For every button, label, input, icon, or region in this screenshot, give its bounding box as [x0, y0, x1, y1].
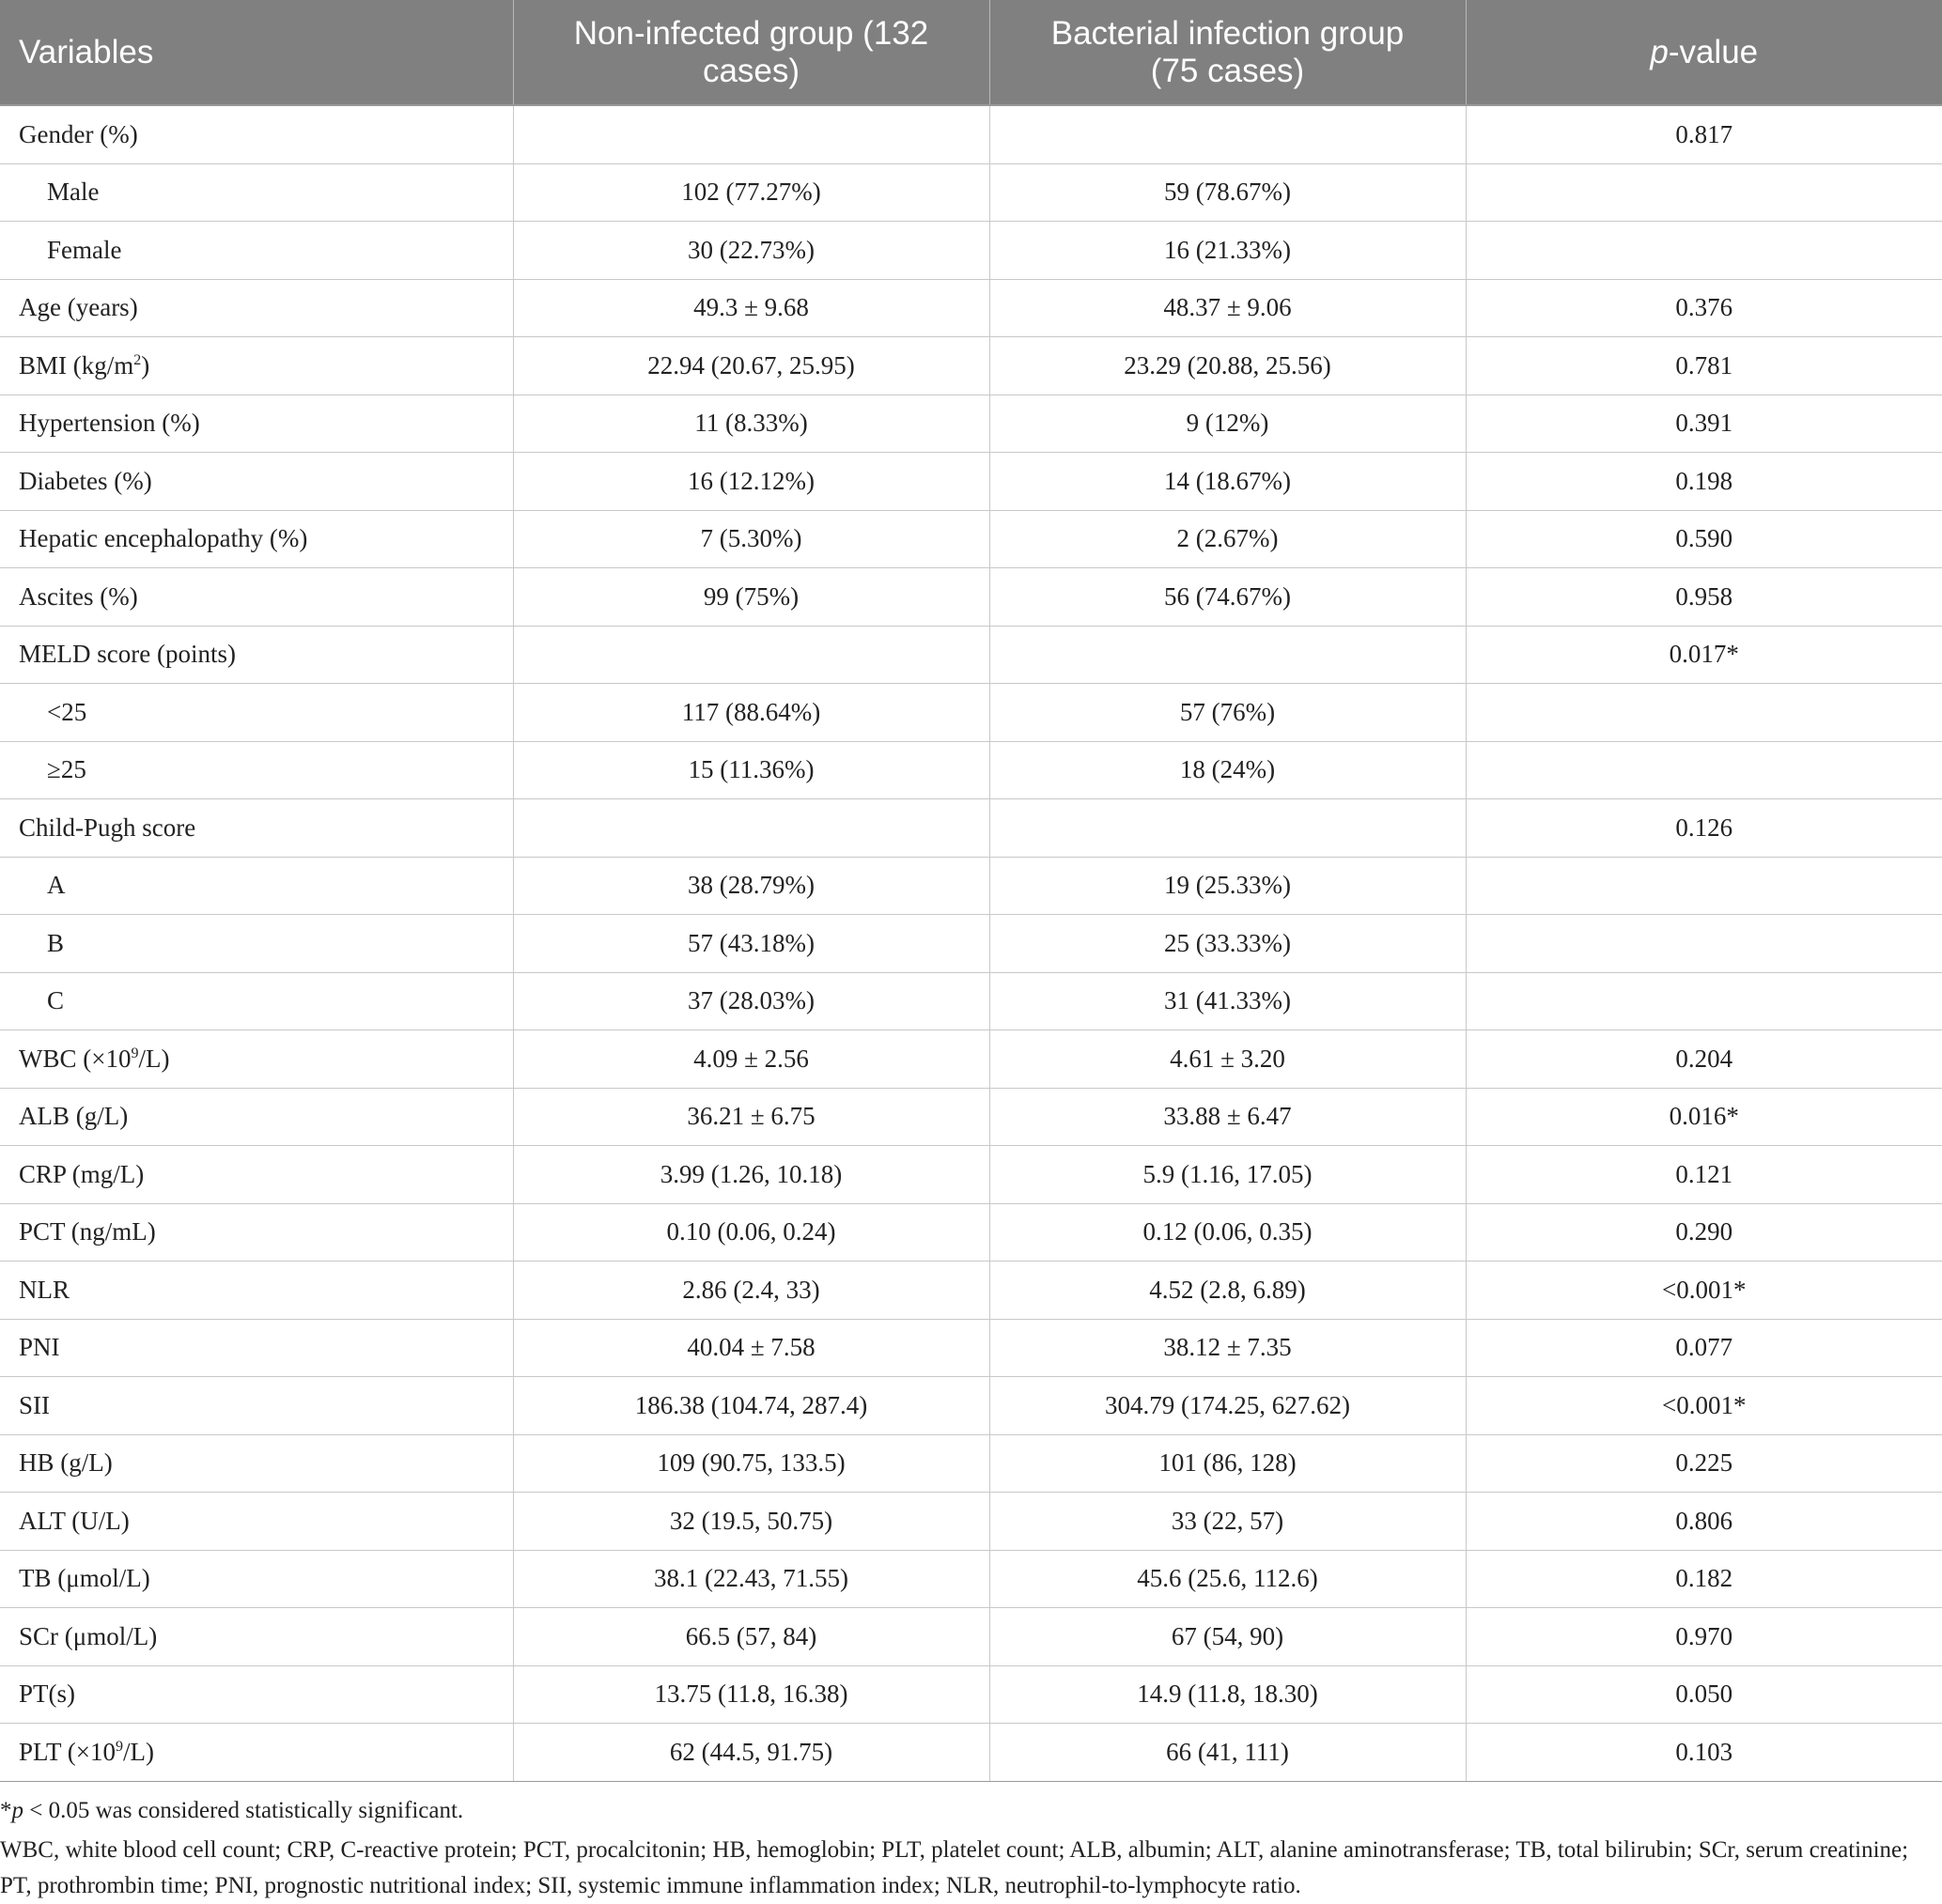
- variable-label: Child-Pugh score: [19, 813, 196, 842]
- cell-bacterial-infection: 38.12 ± 7.35: [989, 1319, 1466, 1377]
- cell-variable: [0, 1030, 513, 1089]
- cell-variable: [0, 1203, 513, 1262]
- variable-label: TB (μmol/L): [19, 1564, 150, 1593]
- cell-non-infected: 4.09 ± 2.56: [513, 1030, 989, 1089]
- cell-bacterial-infection: 48.37 ± 9.06: [989, 279, 1466, 337]
- header-p-value: [1466, 0, 1942, 105]
- cell-variable: [0, 857, 513, 915]
- cell-bacterial-infection: 59 (78.67%): [989, 163, 1466, 222]
- cell-bacterial-infection: 56 (74.67%): [989, 568, 1466, 627]
- cell-bacterial-infection: 304.79 (174.25, 627.62): [989, 1377, 1466, 1435]
- table-row: [0, 1319, 1942, 1377]
- cell-bacterial-infection: 33 (22, 57): [989, 1493, 1466, 1551]
- table-row: [0, 222, 1942, 280]
- cell-variable: [0, 1434, 513, 1493]
- variable-superscript: 2: [133, 351, 142, 368]
- cell-bacterial-infection: 4.52 (2.8, 6.89): [989, 1262, 1466, 1320]
- variable-label: C: [47, 986, 65, 1015]
- cell-p-value: 0.182: [1466, 1550, 1942, 1608]
- table-row: [0, 799, 1942, 858]
- cell-non-infected: 32 (19.5, 50.75): [513, 1493, 989, 1551]
- cell-variable: [0, 972, 513, 1030]
- cell-bacterial-infection: 14 (18.67%): [989, 453, 1466, 511]
- table-row: [0, 1088, 1942, 1146]
- variable-label: B: [47, 928, 65, 957]
- cell-p-value: 0.121: [1466, 1146, 1942, 1204]
- table-row: [0, 972, 1942, 1030]
- cell-p-value: 0.103: [1466, 1724, 1942, 1782]
- table-row: [0, 163, 1942, 222]
- header-non-infected: [513, 0, 989, 105]
- variable-label: A: [47, 871, 66, 900]
- table-row: [0, 626, 1942, 684]
- variable-label-suffix: /L): [138, 1044, 170, 1073]
- table-row: [0, 279, 1942, 337]
- footnote-p-italic: p: [11, 1798, 23, 1823]
- cell-variable: [0, 1088, 513, 1146]
- table-row: [0, 857, 1942, 915]
- cell-bacterial-infection: 67 (54, 90): [989, 1608, 1466, 1666]
- cell-bacterial-infection: 101 (86, 128): [989, 1434, 1466, 1493]
- table-row: [0, 510, 1942, 568]
- cell-variable: [0, 163, 513, 222]
- cell-bacterial-infection: 2 (2.67%): [989, 510, 1466, 568]
- footnote-significance-text: < 0.05 was considered statistically significant.: [23, 1798, 464, 1823]
- cell-variable: [0, 799, 513, 858]
- table-body: [0, 105, 1942, 1781]
- cell-non-infected: 38.1 (22.43, 71.55): [513, 1550, 989, 1608]
- cell-non-infected: 30 (22.73%): [513, 222, 989, 280]
- variable-label: ALT (U/L): [19, 1506, 130, 1535]
- table-row: [0, 1377, 1942, 1435]
- variable-label: Diabetes (%): [19, 466, 152, 495]
- cell-p-value: 0.806: [1466, 1493, 1942, 1551]
- cell-variable: [0, 626, 513, 684]
- table-footnotes: [0, 1789, 1935, 1904]
- variable-label: PT(s): [19, 1680, 75, 1709]
- cell-p-value: 0.970: [1466, 1608, 1942, 1666]
- variable-label: CRP (mg/L): [19, 1159, 145, 1188]
- table-row: [0, 1262, 1942, 1320]
- header-non-infected-line1: Non-infected group (132: [573, 14, 929, 52]
- cell-non-infected: 99 (75%): [513, 568, 989, 627]
- table-row: [0, 1434, 1942, 1493]
- cell-bacterial-infection: 66 (41, 111): [989, 1724, 1466, 1782]
- cell-non-infected: 0.10 (0.06, 0.24): [513, 1203, 989, 1262]
- table-row: [0, 1550, 1942, 1608]
- cell-variable: [0, 337, 513, 395]
- cell-p-value: [1466, 972, 1942, 1030]
- cell-non-infected: [513, 799, 989, 858]
- cell-bacterial-infection: 18 (24%): [989, 741, 1466, 799]
- cell-variable: [0, 568, 513, 627]
- cell-variable: [0, 1724, 513, 1782]
- cell-bacterial-infection: 57 (76%): [989, 684, 1466, 742]
- cell-non-infected: 36.21 ± 6.75: [513, 1088, 989, 1146]
- cell-bacterial-infection: 4.61 ± 3.20: [989, 1030, 1466, 1089]
- cell-p-value: 0.590: [1466, 510, 1942, 568]
- cell-p-value: [1466, 163, 1942, 222]
- variable-label: MELD score (points): [19, 640, 236, 669]
- cell-bacterial-infection: 31 (41.33%): [989, 972, 1466, 1030]
- cell-variable: [0, 1377, 513, 1435]
- table-row: [0, 1665, 1942, 1724]
- cell-non-infected: 16 (12.12%): [513, 453, 989, 511]
- variable-label: PCT (ng/mL): [19, 1217, 156, 1246]
- cell-variable: [0, 395, 513, 453]
- variable-label: Ascites (%): [19, 581, 138, 611]
- cell-p-value: 0.781: [1466, 337, 1942, 395]
- cell-p-value: 0.225: [1466, 1434, 1942, 1493]
- cell-non-infected: 66.5 (57, 84): [513, 1608, 989, 1666]
- cell-bacterial-infection: 0.12 (0.06, 0.35): [989, 1203, 1466, 1262]
- cell-variable: [0, 1146, 513, 1204]
- cell-non-infected: 3.99 (1.26, 10.18): [513, 1146, 989, 1204]
- cell-p-value: 0.204: [1466, 1030, 1942, 1089]
- cell-non-infected: 15 (11.36%): [513, 741, 989, 799]
- variable-superscript: 9: [131, 1045, 139, 1061]
- header-variables-label: Variables: [19, 33, 154, 70]
- variable-label: SCr (μmol/L): [19, 1621, 158, 1650]
- variable-label: <25: [47, 697, 87, 726]
- table-row: [0, 1030, 1942, 1089]
- variable-label: WBC (×10: [19, 1044, 132, 1073]
- variable-label: Age (years): [19, 293, 138, 322]
- cell-non-infected: 186.38 (104.74, 287.4): [513, 1377, 989, 1435]
- cell-non-infected: 11 (8.33%): [513, 395, 989, 453]
- variable-label: ≥25: [47, 755, 86, 784]
- variable-label: PNI: [19, 1333, 60, 1362]
- cell-p-value: 0.198: [1466, 453, 1942, 511]
- cell-non-infected: 40.04 ± 7.58: [513, 1319, 989, 1377]
- table-row: [0, 1724, 1942, 1782]
- cell-bacterial-infection: [989, 105, 1466, 163]
- cell-p-value: [1466, 857, 1942, 915]
- table-header: [0, 0, 1942, 105]
- variable-label-suffix: ): [141, 350, 150, 379]
- cell-bacterial-infection: 16 (21.33%): [989, 222, 1466, 280]
- cell-p-value: 0.126: [1466, 799, 1942, 858]
- cell-bacterial-infection: 14.9 (11.8, 18.30): [989, 1665, 1466, 1724]
- footnote-star: *: [0, 1798, 12, 1823]
- table-row: [0, 105, 1942, 163]
- significance-footnote: [0, 1793, 1935, 1829]
- table-row: [0, 1203, 1942, 1262]
- cell-variable: [0, 1262, 513, 1320]
- cell-bacterial-infection: [989, 799, 1466, 858]
- cell-non-infected: 22.94 (20.67, 25.95): [513, 337, 989, 395]
- cell-variable: [0, 741, 513, 799]
- header-variables: [0, 0, 513, 105]
- cell-bacterial-infection: 45.6 (25.6, 112.6): [989, 1550, 1466, 1608]
- cell-p-value: <0.001*: [1466, 1262, 1942, 1320]
- cell-variable: [0, 510, 513, 568]
- cell-p-value: 0.016*: [1466, 1088, 1942, 1146]
- table-row: [0, 453, 1942, 511]
- cell-bacterial-infection: [989, 626, 1466, 684]
- variable-label: Gender (%): [19, 119, 138, 148]
- cell-non-infected: 38 (28.79%): [513, 857, 989, 915]
- cell-p-value: 0.050: [1466, 1665, 1942, 1724]
- variable-label: Hypertension (%): [19, 409, 200, 438]
- cell-bacterial-infection: 23.29 (20.88, 25.56): [989, 337, 1466, 395]
- cell-p-value: [1466, 741, 1942, 799]
- header-bacterial-infection: [989, 0, 1466, 105]
- cell-non-infected: 57 (43.18%): [513, 915, 989, 973]
- cell-p-value: [1466, 684, 1942, 742]
- cell-variable: [0, 684, 513, 742]
- cell-bacterial-infection: 25 (33.33%): [989, 915, 1466, 973]
- variable-superscript: 9: [116, 1738, 124, 1755]
- table-row: [0, 684, 1942, 742]
- header-p-italic: p: [1650, 33, 1669, 70]
- cell-non-infected: 102 (77.27%): [513, 163, 989, 222]
- cell-p-value: 0.017*: [1466, 626, 1942, 684]
- cell-non-infected: 2.86 (2.4, 33): [513, 1262, 989, 1320]
- cell-variable: [0, 453, 513, 511]
- cell-variable: [0, 915, 513, 973]
- variable-label: HB (g/L): [19, 1448, 113, 1478]
- abbreviations-footnote: WBC, white blood cell count; CRP, C-reactive protein; PCT, procalcitonin; HB, hemoglobin; PLT, platelet count; ALB, albumin; ALT, alanine aminotransferase; TB, total bilirubin; SCr, serum creatinine; PT, prothrombin time; PNI, prognostic nutritional index; SII, systemic immune inflammation index; NLR, neutrophil-to-lymphocyte ratio.: [0, 1837, 1909, 1898]
- cell-bacterial-infection: 19 (25.33%): [989, 857, 1466, 915]
- cell-non-infected: [513, 105, 989, 163]
- variable-label: Hepatic encephalopathy (%): [19, 524, 308, 553]
- cell-non-infected: 62 (44.5, 91.75): [513, 1724, 989, 1782]
- cell-p-value: 0.391: [1466, 395, 1942, 453]
- cell-variable: [0, 222, 513, 280]
- header-row: [0, 0, 1942, 105]
- table-row: [0, 337, 1942, 395]
- cell-variable: [0, 1608, 513, 1666]
- cell-p-value: [1466, 222, 1942, 280]
- cell-variable: [0, 105, 513, 163]
- table-row: [0, 568, 1942, 627]
- cell-non-infected: 37 (28.03%): [513, 972, 989, 1030]
- cell-non-infected: 109 (90.75, 133.5): [513, 1434, 989, 1493]
- variable-label: ALB (g/L): [19, 1102, 129, 1131]
- cell-bacterial-infection: 9 (12%): [989, 395, 1466, 453]
- cell-p-value: [1466, 915, 1942, 973]
- variable-label: PLT (×10: [19, 1737, 117, 1766]
- cell-variable: [0, 1493, 513, 1551]
- cell-non-infected: 7 (5.30%): [513, 510, 989, 568]
- cell-p-value: 0.077: [1466, 1319, 1942, 1377]
- header-bacterial-line2: (75 cases): [1150, 52, 1305, 89]
- cell-variable: [0, 279, 513, 337]
- cell-non-infected: 13.75 (11.8, 16.38): [513, 1665, 989, 1724]
- cell-variable: [0, 1665, 513, 1724]
- table-row: [0, 1608, 1942, 1666]
- variable-label: Male: [47, 178, 100, 207]
- cell-p-value: 0.817: [1466, 105, 1942, 163]
- table-row: [0, 915, 1942, 973]
- table-row: [0, 1146, 1942, 1204]
- cell-bacterial-infection: 5.9 (1.16, 17.05): [989, 1146, 1466, 1204]
- header-bacterial-line1: Bacterial infection group: [1050, 14, 1405, 52]
- variable-label: NLR: [19, 1275, 70, 1304]
- variable-label: BMI (kg/m: [19, 350, 134, 379]
- cell-non-infected: 49.3 ± 9.68: [513, 279, 989, 337]
- cell-non-infected: [513, 626, 989, 684]
- cell-p-value: <0.001*: [1466, 1377, 1942, 1435]
- table-row: [0, 395, 1942, 453]
- cell-p-value: 0.958: [1466, 568, 1942, 627]
- cell-p-value: 0.376: [1466, 279, 1942, 337]
- cell-p-value: 0.290: [1466, 1203, 1942, 1262]
- table-row: [0, 741, 1942, 799]
- variable-label: Female: [47, 235, 122, 264]
- cell-variable: [0, 1550, 513, 1608]
- header-p-rest: -value: [1668, 33, 1759, 70]
- variable-label: SII: [19, 1390, 50, 1419]
- table-row: [0, 1493, 1942, 1551]
- cell-non-infected: 117 (88.64%): [513, 684, 989, 742]
- cell-bacterial-infection: 33.88 ± 6.47: [989, 1088, 1466, 1146]
- cell-variable: [0, 1319, 513, 1377]
- variable-label-suffix: /L): [123, 1737, 155, 1766]
- header-non-infected-line2: cases): [702, 52, 800, 89]
